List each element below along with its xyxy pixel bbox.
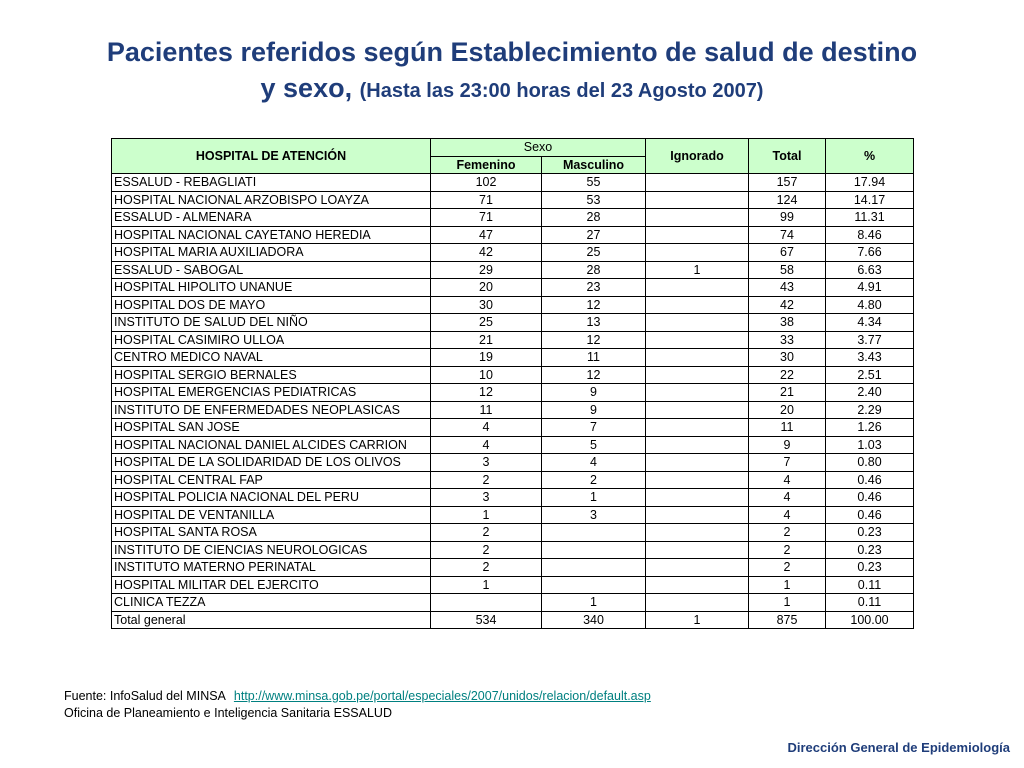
cell-percent: 4.80 <box>826 296 914 314</box>
cell-percent: 0.23 <box>826 559 914 577</box>
cell-masculino <box>542 541 646 559</box>
cell-hospital: HOSPITAL SERGIO BERNALES <box>112 366 431 384</box>
agency-name: Dirección General de Epidemiología <box>787 740 1010 755</box>
cell-ignorado <box>646 244 749 262</box>
cell-ignorado <box>646 174 749 192</box>
cell-hospital: HOSPITAL NACIONAL CAYETANO HEREDIA <box>112 226 431 244</box>
cell-ignorado <box>646 436 749 454</box>
cell-hospital: INSTITUTO MATERNO PERINATAL <box>112 559 431 577</box>
cell-hospital: INSTITUTO DE SALUD DEL NIÑO <box>112 314 431 332</box>
cell-femenino <box>431 594 542 612</box>
cell-ignorado <box>646 594 749 612</box>
cell-masculino: 2 <box>542 471 646 489</box>
cell-ignorado <box>646 209 749 227</box>
table-row <box>112 471 914 489</box>
header-percent: % <box>826 139 914 174</box>
table-row <box>112 594 914 612</box>
cell-femenino: 25 <box>431 314 542 332</box>
cell-femenino: 2 <box>431 471 542 489</box>
cell-masculino: 12 <box>542 296 646 314</box>
cell-masculino: 1 <box>542 489 646 507</box>
title-line-1: Pacientes referidos según Establecimiento de salud de destino <box>106 37 918 67</box>
cell-total: 74 <box>749 226 826 244</box>
table-row <box>112 384 914 402</box>
cell-total: 20 <box>749 401 826 419</box>
cell-percent: 2.40 <box>826 384 914 402</box>
table-row <box>112 191 914 209</box>
cell-ignorado <box>646 296 749 314</box>
cell-total: 2 <box>749 559 826 577</box>
referrals-table <box>111 138 914 629</box>
cell-percent: 2.29 <box>826 401 914 419</box>
cell-femenino: 42 <box>431 244 542 262</box>
cell-percent: 0.23 <box>826 524 914 542</box>
table-row <box>112 366 914 384</box>
header-total: Total <box>749 139 826 174</box>
cell-hospital: ESSALUD - ALMENARA <box>112 209 431 227</box>
cell-masculino: 23 <box>542 279 646 297</box>
cell-femenino: 71 <box>431 209 542 227</box>
cell-percent: 3.77 <box>826 331 914 349</box>
cell-femenino: 71 <box>431 191 542 209</box>
cell-hospital: HOSPITAL HIPOLITO UNANUE <box>112 279 431 297</box>
cell-femenino: 3 <box>431 454 542 472</box>
cell-percent: 0.46 <box>826 489 914 507</box>
cell-masculino: 1 <box>542 594 646 612</box>
cell-masculino: 28 <box>542 261 646 279</box>
table-row <box>112 261 914 279</box>
cell-ignorado <box>646 279 749 297</box>
cell-ignorado <box>646 454 749 472</box>
cell-ignorado <box>646 331 749 349</box>
cell-femenino: 3 <box>431 489 542 507</box>
cell-hospital: ESSALUD - REBAGLIATI <box>112 174 431 192</box>
table-row <box>112 209 914 227</box>
cell-total: 4 <box>749 506 826 524</box>
table-row <box>112 401 914 419</box>
cell-hospital: HOSPITAL DOS DE MAYO <box>112 296 431 314</box>
table-row <box>112 524 914 542</box>
cell-hospital: ESSALUD - SABOGAL <box>112 261 431 279</box>
cell-percent: 0.11 <box>826 576 914 594</box>
footer <box>64 688 651 722</box>
cell-total: 4 <box>749 489 826 507</box>
cell-ignorado <box>646 384 749 402</box>
page-title <box>0 34 1024 109</box>
cell-hospital: HOSPITAL DE VENTANILLA <box>112 506 431 524</box>
cell-femenino: 20 <box>431 279 542 297</box>
cell-percent: 0.46 <box>826 506 914 524</box>
table-row <box>112 489 914 507</box>
cell-masculino: 9 <box>542 384 646 402</box>
cell-masculino <box>542 559 646 577</box>
cell-femenino: 1 <box>431 576 542 594</box>
cell-percent: 7.66 <box>826 244 914 262</box>
cell-hospital: HOSPITAL SANTA ROSA <box>112 524 431 542</box>
cell-masculino: 12 <box>542 331 646 349</box>
cell-total: 38 <box>749 314 826 332</box>
cell-hospital: HOSPITAL NACIONAL DANIEL ALCIDES CARRION <box>112 436 431 454</box>
cell-femenino: 2 <box>431 524 542 542</box>
cell-hospital: CENTRO MEDICO NAVAL <box>112 349 431 367</box>
cell-masculino: 340 <box>542 611 646 629</box>
cell-total: 2 <box>749 541 826 559</box>
cell-masculino: 13 <box>542 314 646 332</box>
cell-femenino: 30 <box>431 296 542 314</box>
cell-total: 157 <box>749 174 826 192</box>
table-row <box>112 506 914 524</box>
title-line-2 <box>0 70 1024 109</box>
table-row <box>112 559 914 577</box>
cell-ignorado <box>646 524 749 542</box>
cell-percent: 0.80 <box>826 454 914 472</box>
cell-ignorado <box>646 419 749 437</box>
cell-masculino: 5 <box>542 436 646 454</box>
cell-total: 30 <box>749 349 826 367</box>
cell-femenino: 4 <box>431 436 542 454</box>
cell-masculino: 3 <box>542 506 646 524</box>
cell-femenino: 21 <box>431 331 542 349</box>
cell-masculino: 55 <box>542 174 646 192</box>
cell-femenino: 11 <box>431 401 542 419</box>
title-main: y sexo, <box>260 73 353 103</box>
cell-percent: 17.94 <box>826 174 914 192</box>
cell-ignorado <box>646 401 749 419</box>
table-row <box>112 436 914 454</box>
cell-femenino: 10 <box>431 366 542 384</box>
title-subtitle: (Hasta las 23:00 horas del 23 Agosto 2007) <box>359 80 764 102</box>
cell-masculino: 27 <box>542 226 646 244</box>
cell-ignorado <box>646 471 749 489</box>
cell-total: 11 <box>749 419 826 437</box>
cell-femenino: 1 <box>431 506 542 524</box>
cell-total: 124 <box>749 191 826 209</box>
cell-hospital: HOSPITAL SAN JOSE <box>112 419 431 437</box>
cell-masculino: 53 <box>542 191 646 209</box>
cell-femenino: 12 <box>431 384 542 402</box>
table-row <box>112 454 914 472</box>
cell-hospital: Total general <box>112 611 431 629</box>
cell-masculino: 4 <box>542 454 646 472</box>
cell-percent: 4.34 <box>826 314 914 332</box>
cell-ignorado <box>646 226 749 244</box>
cell-total: 7 <box>749 454 826 472</box>
cell-percent: 14.17 <box>826 191 914 209</box>
header-masculino: Masculino <box>542 156 646 174</box>
office-line: Oficina de Planeamiento e Inteligencia Sanitaria ESSALUD <box>64 706 392 720</box>
cell-total: 2 <box>749 524 826 542</box>
header-hospital: HOSPITAL DE ATENCIÓN <box>112 139 431 174</box>
cell-percent: 6.63 <box>826 261 914 279</box>
header-sexo: Sexo <box>431 139 646 157</box>
cell-total: 99 <box>749 209 826 227</box>
cell-hospital: INSTITUTO DE CIENCIAS NEUROLOGICAS <box>112 541 431 559</box>
cell-ignorado <box>646 489 749 507</box>
cell-percent: 8.46 <box>826 226 914 244</box>
cell-percent: 3.43 <box>826 349 914 367</box>
cell-hospital: HOSPITAL POLICIA NACIONAL DEL PERU <box>112 489 431 507</box>
cell-percent: 100.00 <box>826 611 914 629</box>
table-row <box>112 244 914 262</box>
cell-total: 33 <box>749 331 826 349</box>
cell-percent: 4.91 <box>826 279 914 297</box>
cell-masculino: 9 <box>542 401 646 419</box>
cell-total: 67 <box>749 244 826 262</box>
cell-femenino: 534 <box>431 611 542 629</box>
cell-femenino: 19 <box>431 349 542 367</box>
cell-ignorado <box>646 559 749 577</box>
cell-masculino: 12 <box>542 366 646 384</box>
table-row <box>112 576 914 594</box>
cell-hospital: HOSPITAL MARIA AUXILIADORA <box>112 244 431 262</box>
cell-masculino <box>542 576 646 594</box>
table-row <box>112 174 914 192</box>
cell-ignorado: 1 <box>646 261 749 279</box>
cell-masculino: 25 <box>542 244 646 262</box>
cell-percent: 1.26 <box>826 419 914 437</box>
cell-masculino <box>542 524 646 542</box>
header-ignorado: Ignorado <box>646 139 749 174</box>
cell-ignorado <box>646 349 749 367</box>
cell-total: 1 <box>749 594 826 612</box>
cell-total: 875 <box>749 611 826 629</box>
table-row <box>112 279 914 297</box>
cell-hospital: HOSPITAL DE LA SOLIDARIDAD DE LOS OLIVOS <box>112 454 431 472</box>
table-row-total <box>112 611 914 629</box>
cell-masculino: 7 <box>542 419 646 437</box>
cell-total: 1 <box>749 576 826 594</box>
cell-femenino: 4 <box>431 419 542 437</box>
cell-hospital: HOSPITAL CASIMIRO ULLOA <box>112 331 431 349</box>
cell-ignorado <box>646 576 749 594</box>
cell-hospital: INSTITUTO DE ENFERMEDADES NEOPLASICAS <box>112 401 431 419</box>
header-femenino: Femenino <box>431 156 542 174</box>
table-body <box>112 174 914 629</box>
cell-femenino: 102 <box>431 174 542 192</box>
table-row <box>112 331 914 349</box>
cell-total: 43 <box>749 279 826 297</box>
cell-hospital: CLINICA TEZZA <box>112 594 431 612</box>
cell-percent: 0.23 <box>826 541 914 559</box>
cell-percent: 11.31 <box>826 209 914 227</box>
cell-percent: 0.11 <box>826 594 914 612</box>
cell-hospital: HOSPITAL MILITAR DEL EJERCITO <box>112 576 431 594</box>
cell-ignorado <box>646 191 749 209</box>
cell-percent: 2.51 <box>826 366 914 384</box>
cell-ignorado: 1 <box>646 611 749 629</box>
cell-femenino: 2 <box>431 559 542 577</box>
cell-hospital: HOSPITAL EMERGENCIAS PEDIATRICAS <box>112 384 431 402</box>
cell-ignorado <box>646 314 749 332</box>
cell-percent: 1.03 <box>826 436 914 454</box>
cell-femenino: 2 <box>431 541 542 559</box>
table-row <box>112 314 914 332</box>
cell-hospital: HOSPITAL CENTRAL FAP <box>112 471 431 489</box>
cell-ignorado <box>646 506 749 524</box>
cell-masculino: 28 <box>542 209 646 227</box>
table-row <box>112 296 914 314</box>
cell-ignorado <box>646 366 749 384</box>
table-row <box>112 226 914 244</box>
cell-hospital: HOSPITAL NACIONAL ARZOBISPO LOAYZA <box>112 191 431 209</box>
cell-masculino: 11 <box>542 349 646 367</box>
cell-femenino: 47 <box>431 226 542 244</box>
cell-ignorado <box>646 541 749 559</box>
cell-total: 9 <box>749 436 826 454</box>
cell-total: 58 <box>749 261 826 279</box>
table-row <box>112 541 914 559</box>
cell-percent: 0.46 <box>826 471 914 489</box>
cell-total: 21 <box>749 384 826 402</box>
cell-total: 22 <box>749 366 826 384</box>
cell-total: 42 <box>749 296 826 314</box>
source-line <box>64 688 651 705</box>
source-label: Fuente: InfoSalud del MINSA <box>64 689 226 703</box>
table-row <box>112 349 914 367</box>
source-link[interactable]: http://www.minsa.gob.pe/portal/especiales/2007/unidos/relacion/default.asp <box>233 689 651 703</box>
table-row <box>112 419 914 437</box>
cell-total: 4 <box>749 471 826 489</box>
cell-femenino: 29 <box>431 261 542 279</box>
